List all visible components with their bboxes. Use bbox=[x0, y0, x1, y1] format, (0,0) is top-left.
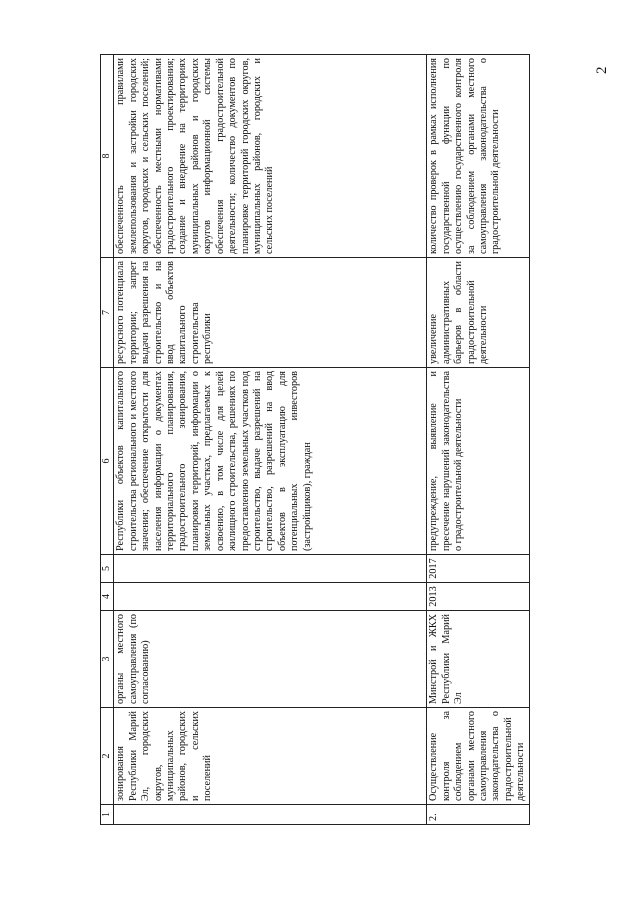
consequences-cell: увеличение административных барьеров в области градостроительной деятельности bbox=[427, 258, 530, 368]
expected-result-cell: Республики объектов капитального строительства регионального и местного значения; обеспечение открытости для населения информации о документах территориального планирования, градостроительного зонирования, планировки территорий, информации о земельных участках, предлагаемых к освоению, в том числе для целей жилищного строительства, решениях по предоставлению земельных участков под строительство, выдаче разрешений на строительство, разрешений на ввод объектов в эксплуатацию для потенциальных инвесторов (застройщиков), граждан bbox=[114, 368, 427, 555]
expected-result-cell: предупреждение, выявление и пресечение нарушений законодательства о градостроительной деятельности bbox=[427, 368, 530, 555]
start-year-cell: 2013 bbox=[427, 583, 530, 611]
end-year-cell bbox=[114, 555, 427, 583]
header-row bbox=[101, 55, 114, 825]
header-col-7: 7 bbox=[101, 258, 114, 368]
header-col-6: 6 bbox=[101, 368, 114, 555]
executor-cell: органы местного самоуправления (по согласованию) bbox=[114, 611, 427, 708]
start-year-cell bbox=[114, 583, 427, 611]
row-number bbox=[114, 805, 427, 825]
table-row bbox=[114, 55, 427, 825]
header-col-3: 3 bbox=[101, 611, 114, 708]
measure-cell: Осуществление контроля за соблюдением органами местного самоуправления законодательства о градостроительной деятельности bbox=[427, 708, 530, 805]
indicators-cell: количество проверок в рамках исполнения государственной функции по осуществлению государственного контроля за соблюдением органами местного самоуправления законодательства о градостроительной деятельности bbox=[427, 55, 530, 258]
executor-cell: Минстрой и ЖКХ Республики Марий Эл bbox=[427, 611, 530, 708]
page-number: 2 bbox=[594, 66, 610, 74]
row-number: 2. bbox=[427, 805, 530, 825]
header-col-1: 1 bbox=[101, 805, 114, 825]
indicators-cell: обеспеченность правилами землепользования и застройки городских округов, городских и сельских поселений; обеспеченность местными нормативами градостроительного проектирования; создание и внедрение на территориях муниципальных районов и городских округов информационной системы обеспечения градостроительной деятельности; количество документов по планировке территорий городских округов, муниципальных районов, городских и сельских поселений bbox=[114, 55, 427, 258]
header-col-4: 4 bbox=[101, 583, 114, 611]
header-col-2: 2 bbox=[101, 708, 114, 805]
measure-cell: зонирования Республики Марий Эл, городских округов, муниципальных районов, городских и сельских поселений bbox=[114, 708, 427, 805]
end-year-cell: 2017 bbox=[427, 555, 530, 583]
consequences-cell: ресурсного потенциала территории; запрет выдачи разрешения на строительство и на ввод объектов капитального строительства республики bbox=[114, 258, 427, 368]
rotated-table-container bbox=[100, 55, 530, 825]
header-col-8: 8 bbox=[101, 55, 114, 258]
header-col-5: 5 bbox=[101, 555, 114, 583]
program-table bbox=[100, 54, 530, 825]
table-row bbox=[427, 55, 530, 825]
